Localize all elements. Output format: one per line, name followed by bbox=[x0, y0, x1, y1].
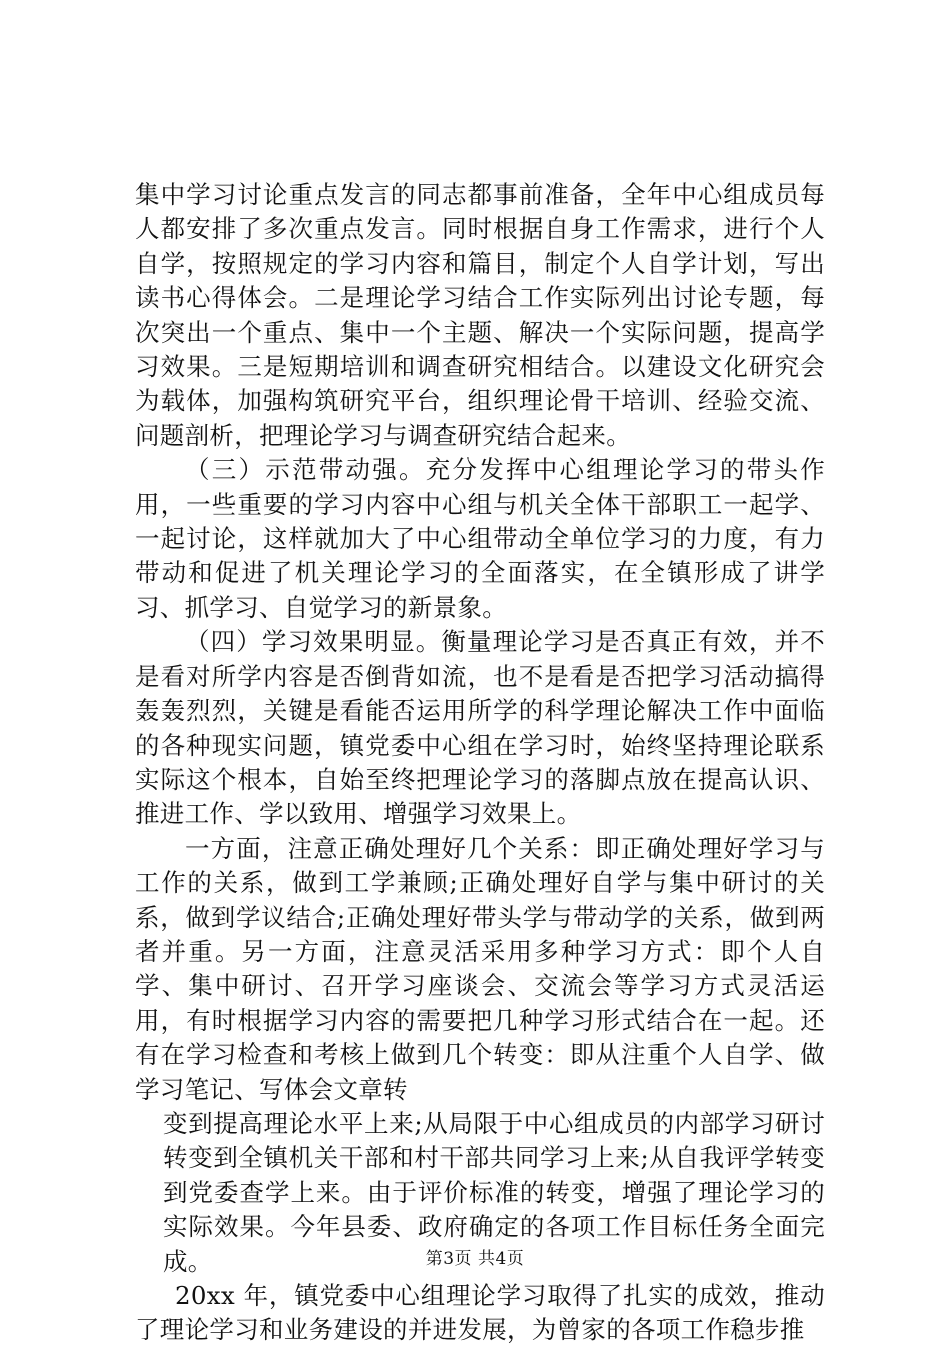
paragraph-transformation: 变到提高理论水平上来;从局限于中心组成员的内部学习研讨转变到全镇机关干部和村干部共同学习上来;从自我评学转变到党委查学上来。由于评价标准的转变，增强了理论学习的实际效果。今年县委、政府确定的各项工作目标任务全面完成。 bbox=[163, 1108, 825, 1276]
paragraph-learning-effect: （四）学习效果明显。衡量理论学习是否真正有效，并不是看对所学内容是否倒背如流，也不是看是否把学习活动搞得轰轰烈烈，关键是看能否运用所学的科学理论解决工作中面临的各种现实问题，镇党委中心组在学习时，始终坚持理论联系实际这个根本，自始至终把理论学习的落脚点放在提高认识、推进工作、学以致用、增强学习效果上。 bbox=[135, 627, 825, 829]
paragraph-annual-summary: 20xx 年，镇党委中心组理论学习取得了扎实的成效，推动了理论学习和业务建设的并进发展，为曾家的各项工作稳步推 bbox=[135, 1281, 825, 1345]
page-footer bbox=[0, 1244, 950, 1269]
document-body bbox=[135, 178, 825, 1348]
paragraph-study-methods: 集中学习讨论重点发言的同志都事前准备，全年中心组成员每人都安排了多次重点发言。同时根据自身工作需求，进行个人自学，按照规定的学习内容和篇目，制定个人自学计划，写出读书心得体会。二是理论学习结合工作实际列出讨论专题，每次突出一个重点、集中一个主题、解决一个实际问题，提高学习效果。三是短期培训和调查研究相结合。以建设文化研究会为载体，加强构筑研究平台，组织理论骨干培训、经验交流、问题剖析，把理论学习与调查研究结合起来。 bbox=[135, 180, 825, 450]
paragraph-relationships: 一方面，注意正确处理好几个关系：即正确处理好学习与工作的关系，做到工学兼顾;正确处理好自学与集中研讨的关系，做到学议结合;正确处理好带头学与带动学的关系，做到两者并重。另一方面，注意灵活采用多种学习方式：即个人自学、集中研讨、召开学习座谈会、交流会等学习方式灵活运用，有时根据学习内容的需要把几种学习形式结合在一起。还有在学习检查和考核上做到几个转变：即从注重个人自学、做学习笔记、写体会文章转 bbox=[135, 833, 825, 1104]
paragraph-demonstration: （三）示范带动强。充分发挥中心组理论学习的带头作用，一些重要的学习内容中心组与机关全体干部职工一起学、一起讨论，这样就加大了中心组带动全单位学习的力度，有力带动和促进了机关理论学习的全面落实，在全镇形成了讲学习、抓学习、自觉学习的新景象。 bbox=[135, 455, 825, 622]
page-number-label: 第3页 共4页 bbox=[425, 1249, 525, 1269]
